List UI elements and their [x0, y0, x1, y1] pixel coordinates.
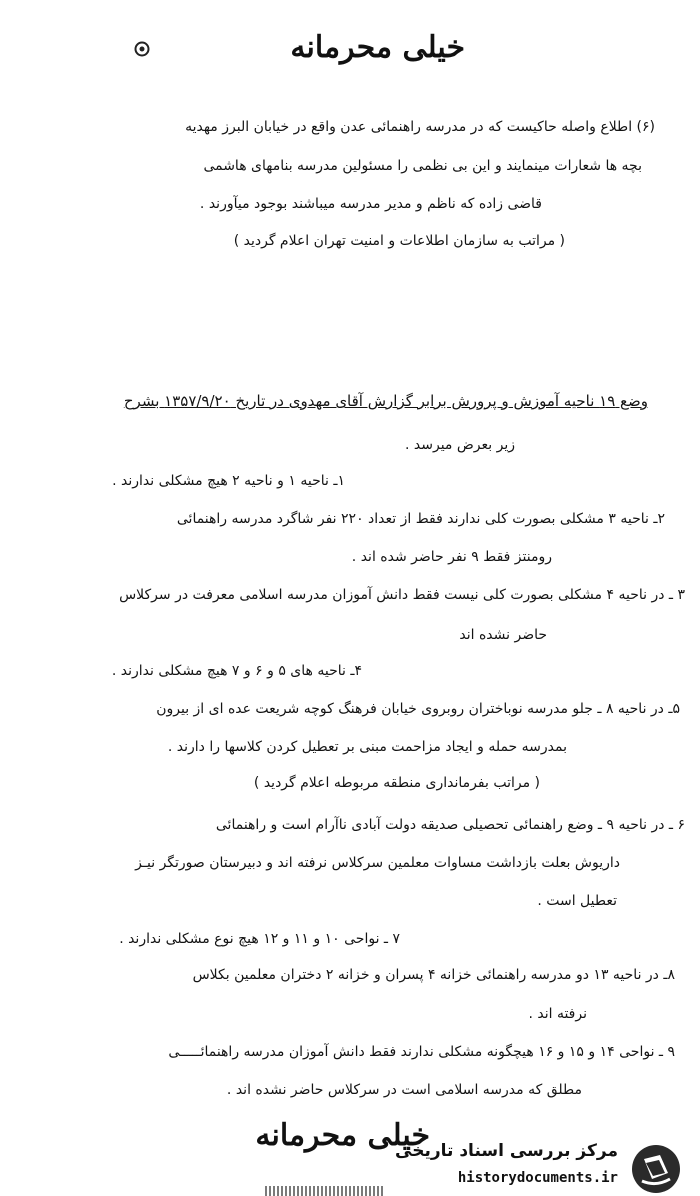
item-5-note: ( مراتب بفرمانداری منطقه مربوطه اعلام گردید ) — [253, 775, 540, 791]
item-1: ۱ـ ناحیه ۱ و ناحیه ۲ هیچ مشکلی ندارند . — [112, 473, 345, 489]
item-5: ۵ـ در ناحیه ۸ ـ جلو مدرسه نوباختران روبروی خیابان فرهنگ کوچه شریعت عده ای از بیرون — [156, 701, 680, 717]
item-5-cont: بمدرسه حمله و ایجاد مزاحمت مبنی بر تعطیل کردن کلاسها را دارند . — [167, 739, 567, 755]
report1-line-3: قاضی زاده که ناظم و مدیر مدرسه میباشند بوجود میآورند . — [199, 196, 542, 212]
watermark-url: historydocuments.ir — [457, 1170, 618, 1186]
item-8-cont: نرفته اند . — [528, 1006, 587, 1022]
item-2-cont: رومنتز فقط ۹ نفر حاضر شده اند . — [351, 549, 552, 565]
report1-line-2: بچه ها شعارات مینمایند و این بی نظمی را مسئولین مدرسه بنامهای هاشمی — [203, 158, 642, 174]
watermark-title: مرکز بررسی اسناد تاریخی — [395, 1141, 618, 1161]
item-7: ۷ ـ نواحی ۱۰ و ۱۱ و ۱۲ هیچ نوع مشکلی ندارند . — [119, 931, 400, 947]
item-6: ۶ ـ در ناحیه ۹ ـ وضع راهنمائی تحصیلی صدیقه دولت آبادی ناآرام است و راهنمائی — [215, 817, 685, 833]
classification-heading-top: خیلی محرمانه — [290, 30, 465, 65]
item-2: ۲ـ ناحیه ۳ مشکلی بصورت کلی ندارند فقط از تعداد ۲۲۰ نفر شاگرد مدرسه راهنمائی — [176, 511, 665, 527]
item-4: ۴ـ ناحیه های ۵ و ۶ و ۷ هیچ مشکلی ندارند . — [111, 663, 362, 679]
report2-heading: وضع ۱۹ ناحیه آموزش و پرورش برابر گزارش آقای مهدوی در تاریخ ۱۳۵۷/۹/۲۰ بشرح — [123, 392, 648, 410]
archive-logo-icon — [630, 1143, 682, 1195]
item-3-cont: حاضر نشده اند — [459, 627, 547, 643]
item-3: ۳ ـ در ناحیه ۴ مشکلی بصورت کلی نیست فقط دانش آموزان مدرسه اسلامی معرفت در سرکلاس — [119, 587, 685, 603]
classification-heading-bottom: خیلی محرمانه — [255, 1118, 430, 1153]
report1-line-4: ( مراتب به سازمان اطلاعات و امنیت تهران اعلام گردید ) — [233, 233, 565, 249]
report1-line-1: (۶) اطلاع واصله حاکیست که در مدرسه راهنمائی عدن واقع در خیابان البرز مهدیه — [185, 119, 655, 135]
stamp-mark-icon — [133, 40, 151, 58]
report2-intro: زیر بعرض میرسد . — [404, 437, 515, 453]
scan-edge-artifact — [265, 1186, 385, 1196]
item-6-cont: داریوش بعلت بازداشت مساوات معلمین سرکلاس نرفته اند و دبیرستان صورتگر نیـز — [135, 855, 620, 871]
item-9-cont: مطلق که مدرسه اسلامی است در سرکلاس حاضر نشده اند . — [226, 1082, 582, 1098]
item-6-cont2: تعطیل است . — [537, 893, 617, 909]
item-8: ۸ـ در ناحیه ۱۳ دو مدرسه راهنمائی خزانه ۴ پسران و خزانه ۲ دختران معلمین بکلاس — [192, 967, 675, 983]
item-9: ۹ ـ نواحی ۱۴ و ۱۵ و ۱۶ هیچگونه مشکلی ندارند فقط دانش آموزان مدرسه راهنمائـــــی — [168, 1044, 675, 1060]
